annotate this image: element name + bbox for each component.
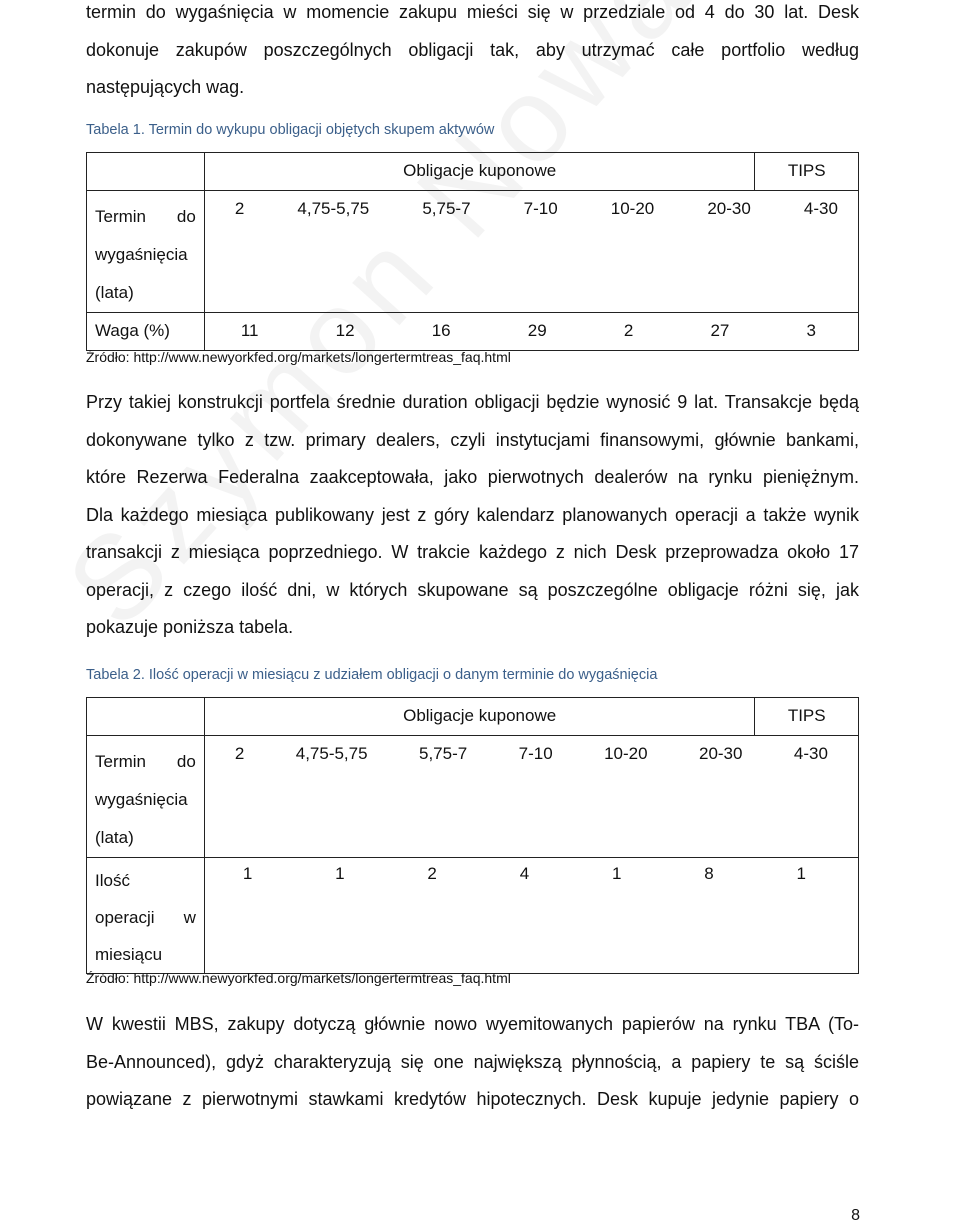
table1-weight: 12 xyxy=(335,321,355,340)
table1-weight: 29 xyxy=(527,321,547,340)
intro-line-3: następujących wag. xyxy=(86,77,245,97)
table2-caption: Tabela 2. Ilość operacji w miesiącu z udziałem obligacji o danym terminie do wygaśnięcia xyxy=(86,667,658,683)
table1-weight: 2 xyxy=(623,321,634,340)
table2-count: 1 xyxy=(611,864,622,883)
table1-term: 10-20 xyxy=(610,199,655,218)
table2-count-word-b: w xyxy=(183,908,196,927)
table1-term-word-a: Termin xyxy=(95,207,147,226)
table1-source: Źródło: http://www.newyorkfed.org/markets/longertermtreas_faq.html xyxy=(86,349,511,365)
table2-counts xyxy=(205,858,858,884)
table1-weight: 16 xyxy=(431,321,451,340)
table2-term: 5,75-7 xyxy=(419,744,468,763)
table2-term-label-line1 xyxy=(95,743,204,781)
table2-count: 1 xyxy=(796,864,806,883)
table1-weight: 3 xyxy=(806,321,816,340)
table2-term-word-b: do xyxy=(176,752,196,771)
table2-row-label-term xyxy=(87,736,205,858)
table2-terms xyxy=(205,736,858,764)
para2-line: Przy takiej konstrukcji portfela średnie duration obligacji będzie wynosić 9 lat. Transakcje będą xyxy=(86,392,859,412)
page-number: 8 xyxy=(851,1207,860,1224)
table2-count-word-a: operacji xyxy=(95,908,155,927)
table1 xyxy=(86,152,859,351)
table1-weight: 27 xyxy=(710,321,730,340)
body-paragraph-2 xyxy=(86,384,859,647)
intro-paragraph xyxy=(86,0,859,107)
table1-term: 20-30 xyxy=(707,199,751,218)
table2-counts-cell xyxy=(204,858,858,974)
para3-line: powiązane z pierwotnymi stawkami kredytów hipotecznych. Desk kupuje jedynie papiery o xyxy=(86,1089,859,1109)
table1-term-word-b: do xyxy=(176,207,196,226)
table2-term: 2 xyxy=(234,744,245,763)
table2-count-label-line1: Ilość xyxy=(95,871,130,890)
table2-term: 20-30 xyxy=(698,744,743,763)
para2-line: dokonywane tylko z tzw. primary dealers, czyli instytucjami finansowymi, głównie bankami, xyxy=(86,429,859,450)
table1-term-label-line1 xyxy=(95,198,204,236)
table2 xyxy=(86,697,859,974)
table1-header-coupon: Obligacje kuponowe xyxy=(204,153,755,191)
body-paragraph-3 xyxy=(86,1006,859,1119)
table2-term: 4-30 xyxy=(793,744,828,763)
table2-term-word-a: Termin xyxy=(95,752,147,771)
table2-count: 2 xyxy=(427,864,437,883)
para2-line: transakcji z miesiąca poprzedniego. W trakcie każdego z nich Desk przeprowadza około 17 xyxy=(86,542,859,562)
table2-terms-cell xyxy=(204,736,858,858)
table1-term-label-line2: wygaśnięcia xyxy=(95,245,188,264)
table2-source: Źródło: http://www.newyorkfed.org/markets/longertermtreas_faq.html xyxy=(86,970,511,986)
table2-header-coupon: Obligacje kuponowe xyxy=(204,698,755,736)
intro-line-1: termin do wygaśnięcia w momencie zakupu mieści się w przedziale od 4 do 30 lat. Desk xyxy=(86,2,859,22)
table2-count: 1 xyxy=(242,864,253,883)
table1-term: 4,75-5,75 xyxy=(297,199,370,218)
table2-corner-cell xyxy=(87,698,205,736)
intro-line-2: dokonuje zakupów poszczególnych obligacji tak, aby utrzymać całe portfolio według xyxy=(86,39,859,60)
table1-row-label-term xyxy=(87,191,205,313)
table2-term-label-line3: (lata) xyxy=(95,828,134,847)
table2-count-label-line3: miesiącu xyxy=(95,945,163,964)
table2-count-label-line2 xyxy=(95,899,204,936)
table1-row-label-weight: Waga (%) xyxy=(87,313,205,351)
table2-row-label-count xyxy=(87,858,205,974)
table1-weights-cell xyxy=(204,313,858,351)
table1-term: 4-30 xyxy=(803,199,838,218)
table1-weights xyxy=(205,313,858,341)
para2-line: operacji, z czego ilość dni, w których skupowane są poszczególne obligacje różni się, jak xyxy=(86,579,859,600)
table2-term-label-line2: wygaśnięcia xyxy=(95,790,188,809)
table1-term: 7-10 xyxy=(523,199,558,218)
table1-weight: 11 xyxy=(240,321,259,340)
table2-count: 8 xyxy=(704,864,714,883)
para2-line: pokazuje poniższa tabela. xyxy=(86,617,294,637)
table1-caption: Tabela 1. Termin do wykupu obligacji objętych skupem aktywów xyxy=(86,122,495,138)
para2-line: które Rezerwa Federalna zaakceptowała, jako pierwotnych dealerów na rynku pieniężnym. xyxy=(86,467,859,487)
table1-term: 2 xyxy=(234,199,245,218)
table2-header-tips: TIPS xyxy=(755,698,859,736)
table2-term: 4,75-5,75 xyxy=(295,744,368,763)
table1-term-label-line3: (lata) xyxy=(95,283,134,302)
table2-term: 7-10 xyxy=(518,744,553,763)
table2-term: 10-20 xyxy=(604,744,648,763)
para2-line: Dla każdego miesiąca publikowany jest z góry kalendarz planowanych operacji a także wynik xyxy=(86,504,859,525)
table1-header-tips: TIPS xyxy=(755,153,859,191)
para3-line: W kwestii MBS, zakupy dotyczą głównie nowo wyemitowanych papierów na rynku TBA (To- xyxy=(86,1014,859,1034)
table2-count: 1 xyxy=(335,864,345,883)
table1-corner-cell xyxy=(87,153,205,191)
table1-term: 5,75-7 xyxy=(422,199,471,218)
table2-count: 4 xyxy=(519,864,530,883)
table1-terms xyxy=(205,191,858,219)
para3-line: Be-Announced), gdyż charakteryzują się one największą płynnością, a papiery te są ściśle xyxy=(86,1051,859,1072)
table1-terms-cell xyxy=(204,191,858,313)
